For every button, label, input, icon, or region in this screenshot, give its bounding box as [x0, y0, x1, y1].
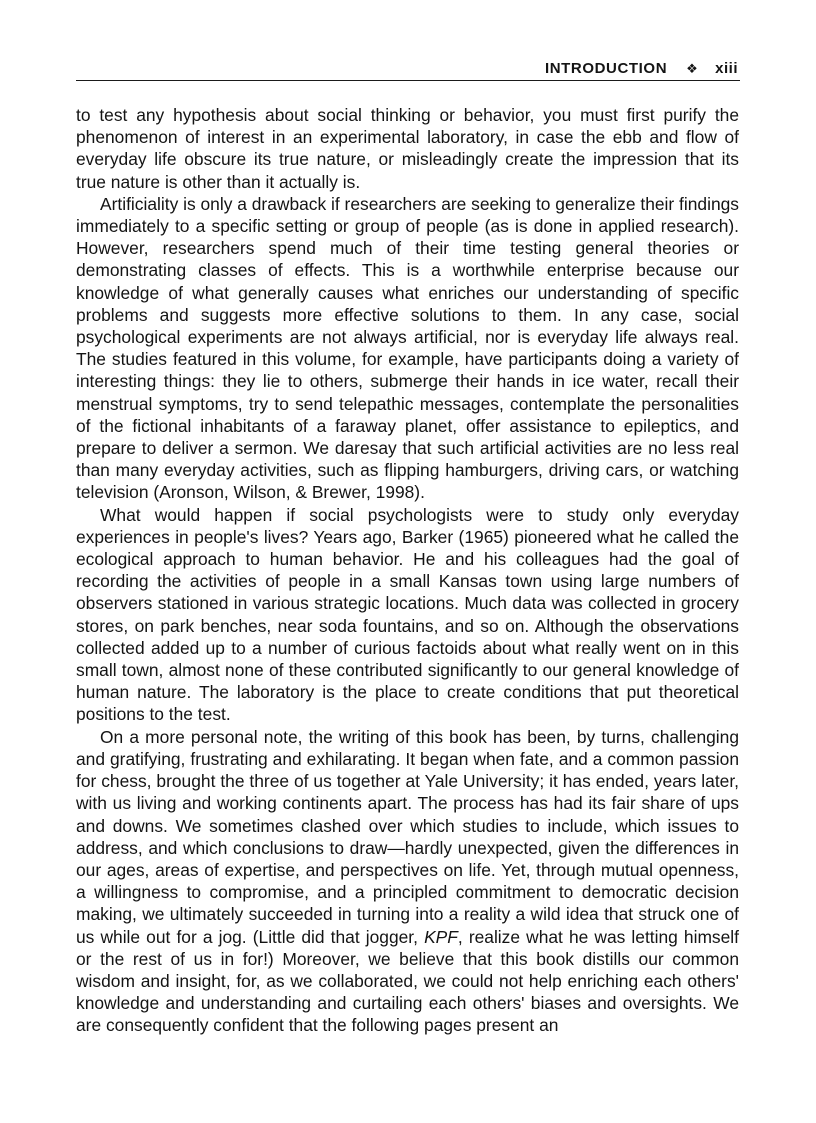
author-initials: KPF — [424, 926, 458, 947]
paragraph-4 — [76, 726, 739, 1037]
paragraph-4-text-a: On a more personal note, the writing of this book has been, by turns, challenging and gratifying, frustrating and exhilarating. It began when fate, and a common passion for chess, brought the three of us together at Yale University; it has ended, years later, with us living and working continents apart. The process has had its fair share of ups and downs. We sometimes clashed over which studies to include, which issues to address, and which conclusions to draw—hardly unexpected, given the differences in our ages, areas of expertise, and perspectives on life. Yet, through mutual openness, a willingness to compromise, and a principled commitment to democratic decision making, we ultimately succeeded in turning into a reality a wild idea that struck one of us while out for a jog. (Little did that jogger, — [76, 726, 739, 947]
body-text — [76, 104, 739, 1037]
page-number: xiii — [715, 60, 738, 77]
paragraph-4-text-b: , realize what he was letting himself or the rest of us in for!) Moreover, we believe that this book distills our common wisdom and insight, for, as we collaborated, we could not help enriching each others' knowledge and understanding and curtailing each others' biases and oversights. We are consequently confident that the following pages present an — [76, 926, 739, 1036]
section-title: INTRODUCTION — [544, 60, 668, 77]
paragraph-2: Artificiality is only a drawback if researchers are seeking to generalize their findings immediately to a specific setting or group of people (as is done in applied research). However, researchers spend much of their time testing general theories or demonstrating classes of effects. This is a worthwhile enterprise because our knowledge of what generally causes what enriches our understanding of specific problems and suggests more effective solutions to them. In any case, social psychological experiments are not always artificial, nor is everyday life always real. The studies featured in this volume, for example, have participants doing a variety of interesting things: they lie to others, submerge their hands in ice water, recall their menstrual symptoms, try to send telepathic messages, contemplate the personalities of the fictional inhabitants of a faraway planet, offer assistance to epileptics, and prepare to deliver a sermon. We daresay that such artificial activities are no less real than many everyday activities, such as flipping hamburgers, driving cars, or watching television (Aronson, Wilson, & Brewer, 1998). — [76, 193, 739, 503]
paragraph-1: to test any hypothesis about social thinking or behavior, you must first purify the phenomenon of interest in an experimental laboratory, in case the ebb and flow of everyday life obscure its true nature, or misleadingly create the impression that its true nature is other than it actually is. — [76, 105, 739, 192]
paragraph-3: What would happen if social psychologists were to study only everyday experiences in people's lives? Years ago, Barker (1965) pioneered what he called the ecological approach to human behavior. He and his colleagues had the goal of recording the activities of people in a small Kansas town using large numbers of observers stationed in various strategic locations. Much data was collected in grocery stores, on park benches, near soda fountains, and so on. Although the observations collected added up to a number of curious factoids about what really went on in this small town, almost none of these contributed significantly to our general knowledge of human nature. The laboratory is the place to create conditions that put theoretical positions to the test. — [76, 504, 739, 725]
running-header — [76, 58, 740, 81]
diamond-ornament-icon: ❖ — [686, 60, 699, 76]
running-header-right — [545, 60, 738, 77]
